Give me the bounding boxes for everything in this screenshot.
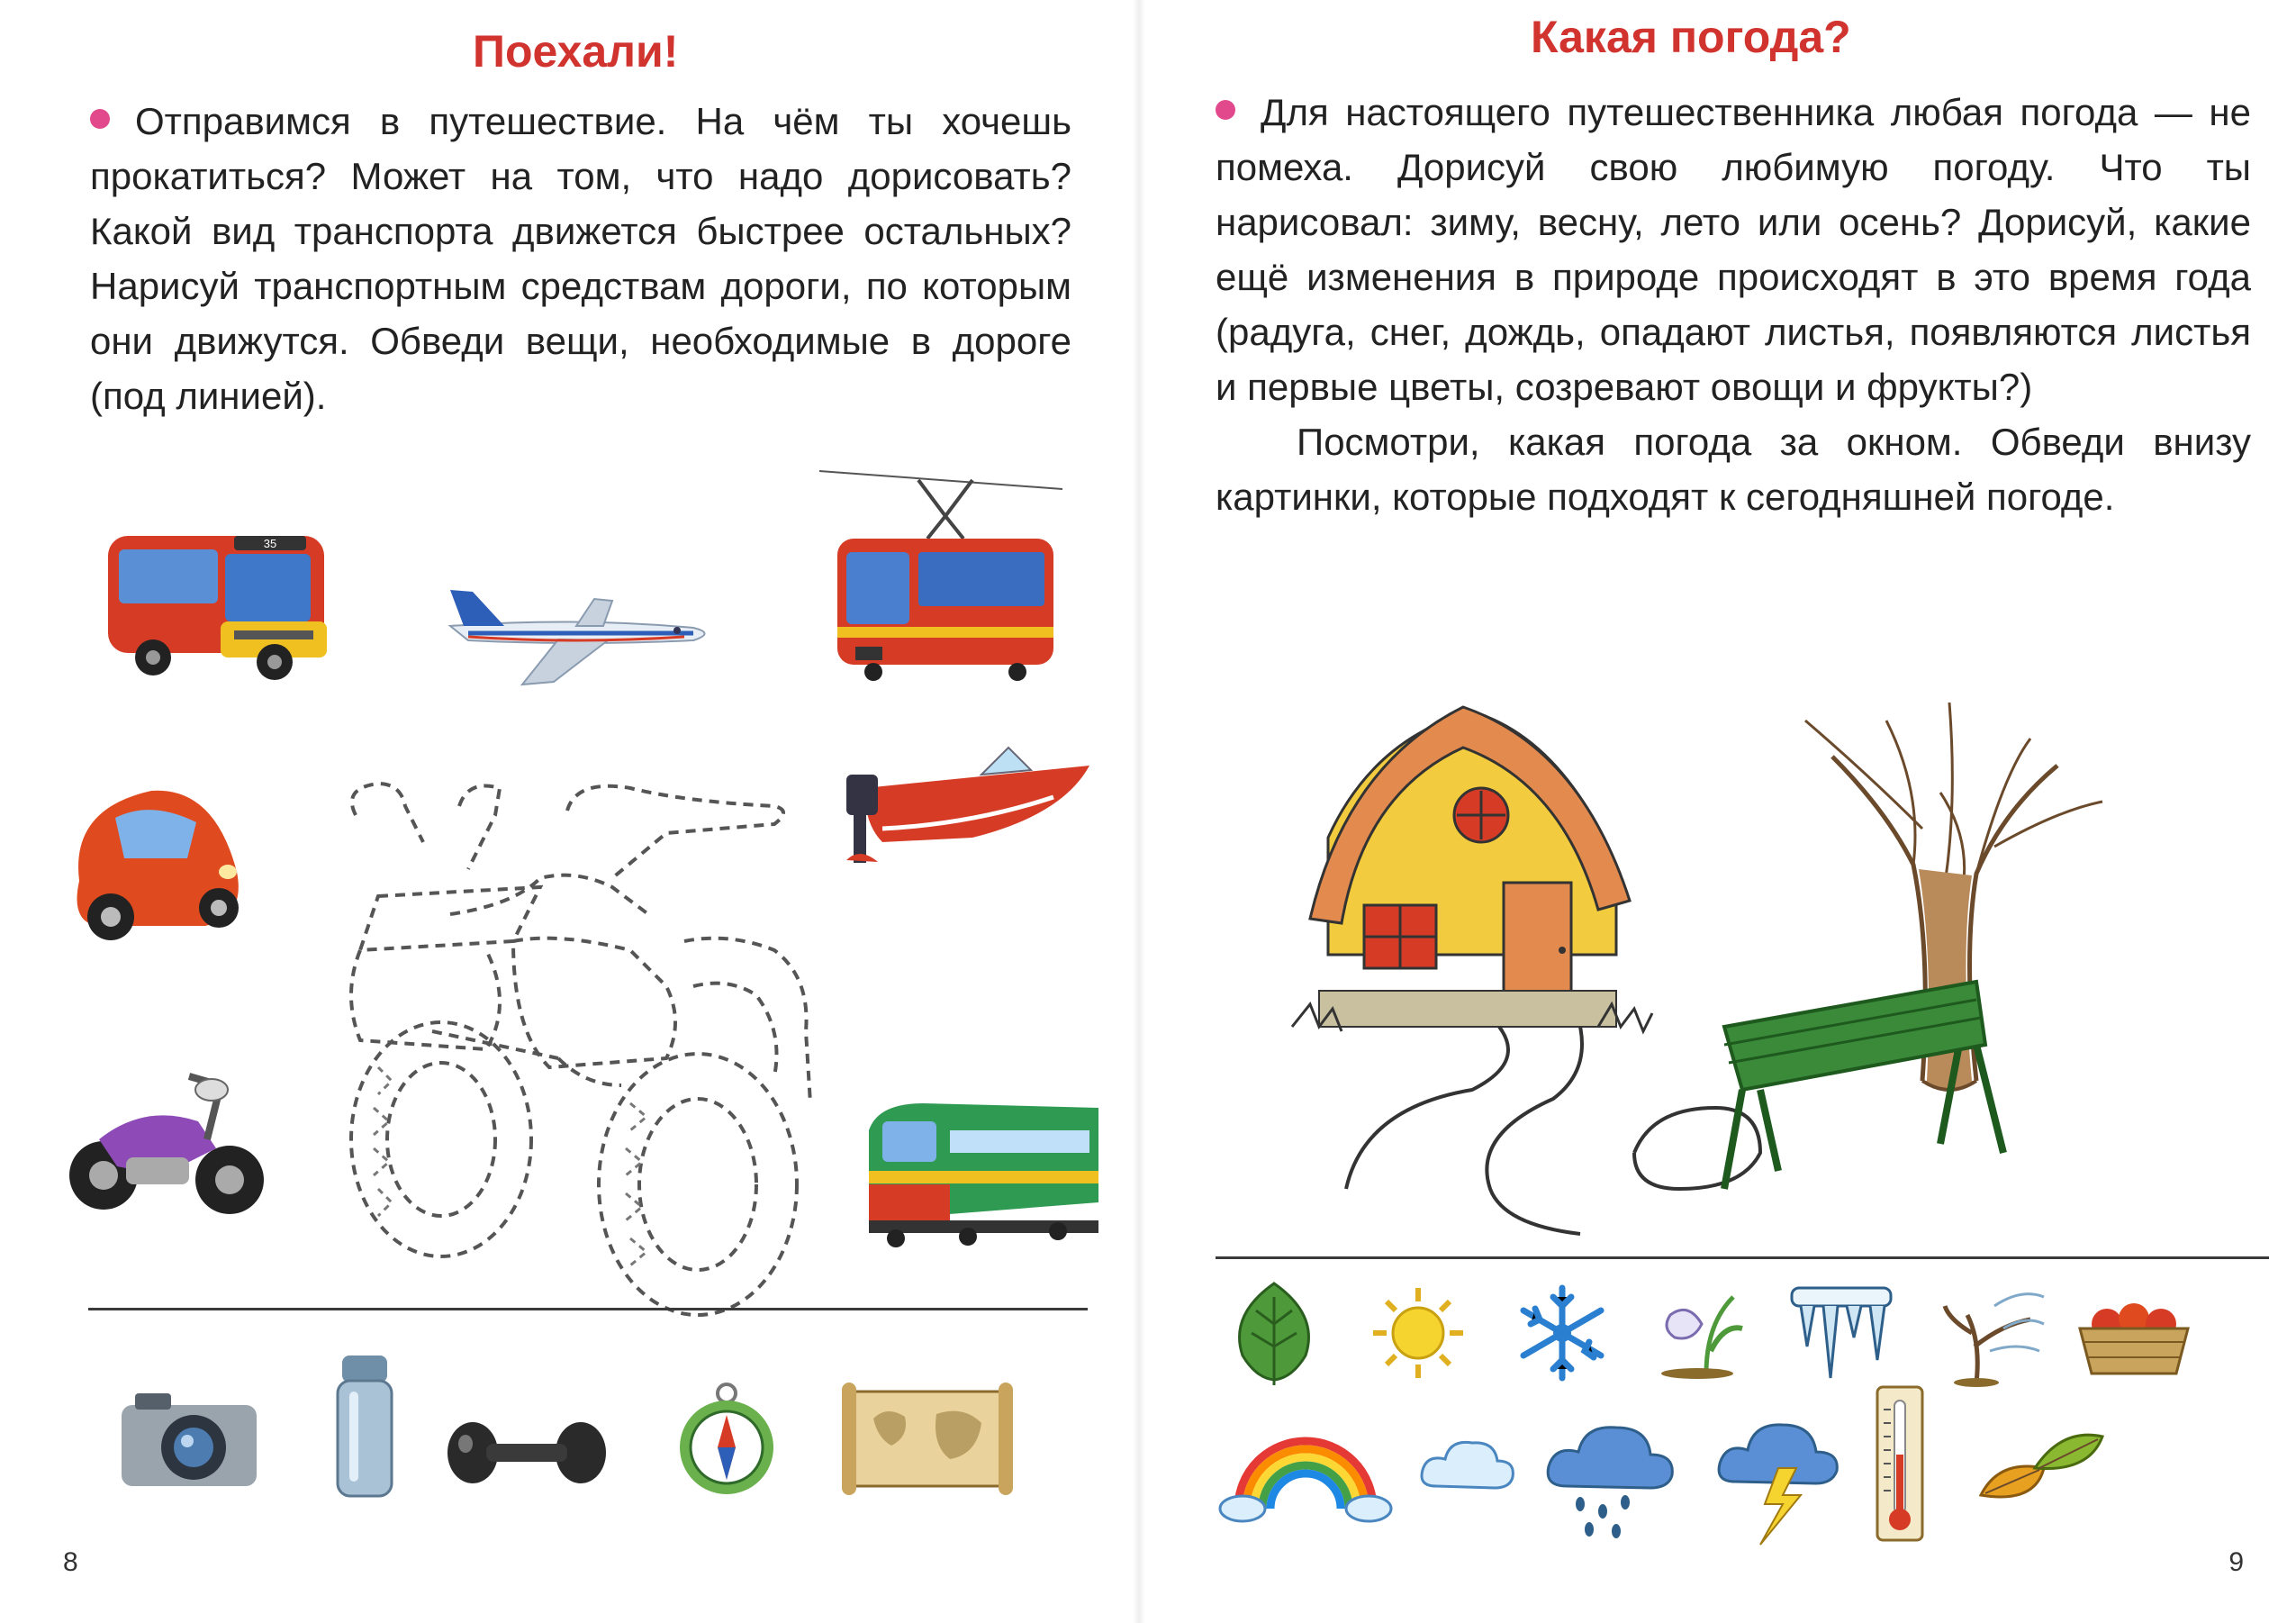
page-number-left: 8 <box>63 1547 78 1577</box>
icicles-icon[interactable] <box>1787 1283 1895 1383</box>
car-picture[interactable] <box>61 773 259 948</box>
snowdrop-flower-icon[interactable] <box>1643 1288 1751 1378</box>
bus-route-number: 35 <box>263 537 277 550</box>
train-picture[interactable] <box>860 1094 1107 1252</box>
bullet-icon <box>90 109 110 129</box>
thermometer-icon[interactable] <box>1873 1383 1927 1545</box>
map-scroll-icon[interactable] <box>837 1383 1017 1495</box>
page-number-right: 9 <box>2228 1547 2244 1577</box>
bus-picture[interactable] <box>99 527 338 689</box>
house-scene-picture[interactable] <box>1292 685 2192 1256</box>
divider-line <box>88 1308 1088 1310</box>
airplane-picture[interactable] <box>441 581 725 689</box>
right-instructions-1: Для настоящего путешественника любая погода — не помеха. Дорисуй свою любимую погоду. Что ты нарисовал: зиму, весну, лето или осень? Дорисуй, какие ещё изменения в природе происходят в это время года (радуга, снег, дождь, опадают листья, появляются листья и первые цветы, созревают овощи и фрукты?) <box>1216 91 2251 408</box>
motorboat-picture[interactable] <box>837 743 1098 874</box>
left-page-text <box>90 94 1071 423</box>
right-page-title: Какая погода? <box>1531 12 1851 62</box>
cloud-icon[interactable] <box>1418 1432 1517 1495</box>
wind-tree-icon[interactable] <box>1940 1279 2048 1387</box>
right-page-text <box>1216 85 2251 524</box>
motorcycle-picture[interactable] <box>63 1058 270 1229</box>
house <box>1310 707 1630 1027</box>
right-instructions-2: Посмотри, какая погода за окном. Обведи внизу картинки, которые подходят к сегодняшней погоде. <box>1216 421 2251 518</box>
dumbbell-icon[interactable] <box>446 1419 608 1486</box>
bullet-icon <box>1216 100 1235 120</box>
left-instructions: Отправимся в путешествие. На чём ты хочешь прокатиться? Может на том, что надо дорисовать? Какой вид транспорта движется быстрее остальных? Нарисуй транспортным средствам дороги, по которым они движутся. Обведи вещи, необходимые в дороге (под линией). <box>90 100 1071 417</box>
fruit-basket-icon[interactable] <box>2075 1297 2192 1378</box>
green-leaf-icon[interactable] <box>1229 1279 1319 1387</box>
left-page-title: Поехали! <box>473 26 679 77</box>
rain-cloud-icon[interactable] <box>1544 1414 1679 1540</box>
right-page <box>1139 0 2296 1623</box>
rainbow-icon[interactable] <box>1220 1414 1391 1522</box>
atv-outline-to-trace[interactable] <box>306 761 873 1319</box>
sun-icon[interactable] <box>1369 1283 1468 1383</box>
thunderstorm-icon[interactable] <box>1715 1414 1841 1549</box>
compass-icon[interactable] <box>677 1383 776 1500</box>
autumn-leaves-icon[interactable] <box>1972 1423 2107 1513</box>
snowflake-icon[interactable] <box>1513 1283 1612 1383</box>
tram-picture[interactable] <box>819 467 1071 683</box>
thermos-icon[interactable] <box>333 1356 396 1500</box>
left-page <box>0 0 1139 1623</box>
camera-icon[interactable] <box>117 1383 261 1491</box>
divider-line <box>1216 1256 2269 1259</box>
